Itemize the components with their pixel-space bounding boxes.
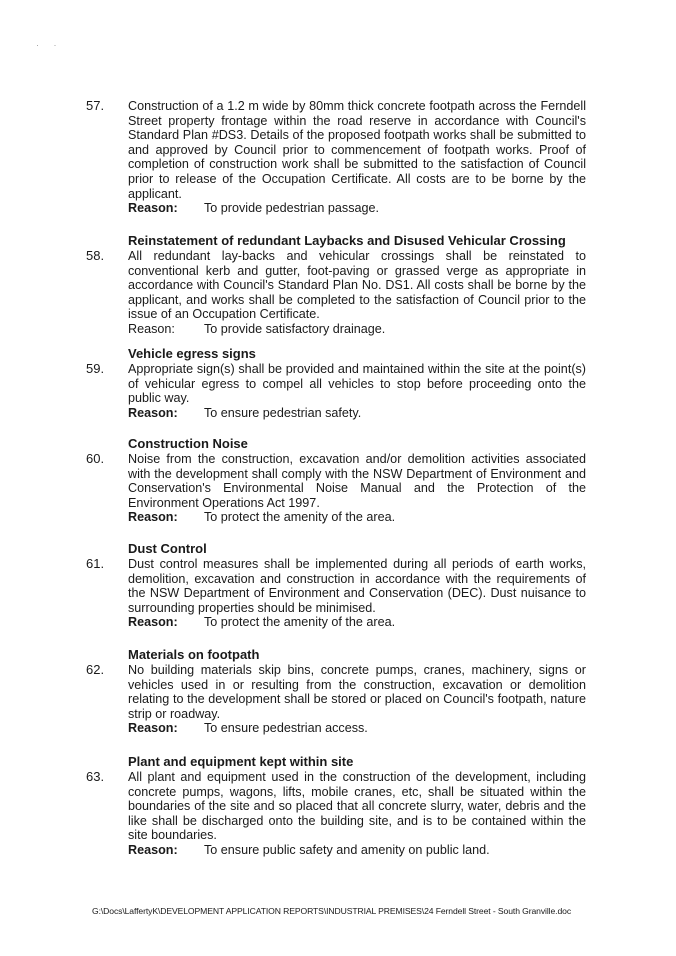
reason-text: To protect the amenity of the area. <box>204 510 396 525</box>
reason-label: Reason: <box>128 842 178 857</box>
file-path-footer: G:\Docs\LaffertyK\DEVELOPMENT APPLICATION REPORTS\INDUSTRIAL PREMISES\24 Ferndell Street - South Granville.doc <box>92 906 572 916</box>
reason-label: Reason: <box>128 201 178 216</box>
condition-reason <box>128 201 586 216</box>
condition-text: Noise from the construction, excavation and/or demolition activities associated with the development shall comply with the NSW Department of Environment and Conservation's Environmental Noise Manual and the Protection of the Environment Operations Act 1997. <box>128 452 586 510</box>
condition-reason <box>128 843 586 858</box>
condition-text: Dust control measures shall be implemented during all periods of earth works, demolition, excavation and construction in accordance with the requirements of the NSW Department of Environment and Conservation (DEC). Dust nuisance to surrounding properties should be minimised. <box>128 557 586 615</box>
reason-text: To protect the amenity of the area. <box>204 615 396 630</box>
condition-reason <box>128 406 586 421</box>
condition-58 <box>86 233 586 337</box>
reason-text: To ensure pedestrian safety. <box>204 405 362 420</box>
condition-heading: Dust Control <box>128 541 207 556</box>
condition-number: 60. <box>86 451 105 466</box>
condition-number: 58. <box>86 248 105 263</box>
reason-label: Reason: <box>128 510 178 525</box>
condition-59 <box>86 346 586 421</box>
condition-text: All redundant lay-backs and vehicular crossings shall be reinstated to conventional kerb and gutter, foot-paving or grassed verge as appropriate in accordance with Council's Standard Plan No. DS1. All costs shall be borne by the applicant, and works shall be completed to the satisfaction of Council prior to the issue of an Occupation Certificate. <box>128 249 586 322</box>
condition-63 <box>86 754 586 858</box>
condition-text: Construction of a 1.2 m wide by 80mm thick concrete footpath across the Ferndell Street property frontage within the road reserve in accordance with Council's Standard Plan #DS3. Details of the proposed footpath works shall be submitted to and approved by Council prior to commencement of footpath works. Proof of completion of construction work shall be submitted to the satisfaction of Council prior to release of the Occupation Certificate. All costs are to be borne by the applicant. <box>128 99 586 201</box>
condition-number: 59. <box>86 361 105 376</box>
condition-row <box>86 99 586 201</box>
condition-reason <box>128 721 586 736</box>
condition-heading: Materials on footpath <box>128 647 260 662</box>
condition-reason <box>128 322 586 337</box>
condition-row <box>86 362 586 406</box>
reason-text: To provide satisfactory drainage. <box>204 321 386 336</box>
condition-number: 63. <box>86 769 105 784</box>
condition-heading: Reinstatement of redundant Laybacks and Disused Vehicular Crossing <box>128 233 566 248</box>
condition-row <box>86 249 586 322</box>
condition-57 <box>86 99 586 216</box>
reason-label: Reason: <box>128 405 178 420</box>
reason-label: Reason: <box>128 615 178 630</box>
reason-text: To ensure pedestrian access. <box>204 721 368 736</box>
scan-artifact-marks: · · <box>36 40 63 50</box>
condition-heading: Construction Noise <box>128 436 248 451</box>
condition-text: All plant and equipment used in the construction of the development, including concrete pumps, wagons, lifts, mobile cranes, etc, shall be situated within the boundaries of the site and so placed that all concrete slurry, water, debris and the like shall be discharged onto the building site, and is to be contained within the site boundaries. <box>128 770 586 843</box>
condition-reason <box>128 510 586 525</box>
condition-60 <box>86 436 586 525</box>
reason-label: Reason: <box>128 721 178 736</box>
condition-text: No building materials skip bins, concrete pumps, cranes, machinery, signs or vehicles used in or resulting from the construction, excavation or demolition relating to the development shall be stored or placed on Council's footpath, nature strip or roadway. <box>128 663 586 721</box>
reason-label: Reason: <box>128 321 175 336</box>
condition-number: 57. <box>86 98 105 113</box>
condition-row <box>86 452 586 510</box>
condition-reason <box>128 615 586 630</box>
condition-number: 61. <box>86 556 105 571</box>
reason-text: To ensure public safety and amenity on public land. <box>204 842 490 857</box>
condition-heading: Vehicle egress signs <box>128 346 256 361</box>
condition-row <box>86 557 586 615</box>
condition-heading: Plant and equipment kept within site <box>128 754 354 769</box>
condition-62 <box>86 647 586 736</box>
condition-row <box>86 663 586 721</box>
condition-61 <box>86 541 586 630</box>
condition-row <box>86 770 586 843</box>
reason-text: To provide pedestrian passage. <box>204 201 380 216</box>
condition-text: Appropriate sign(s) shall be provided and maintained within the site at the point(s) of vehicular egress to compel all vehicles to stop before proceeding onto the public way. <box>128 362 586 406</box>
condition-number: 62. <box>86 662 105 677</box>
